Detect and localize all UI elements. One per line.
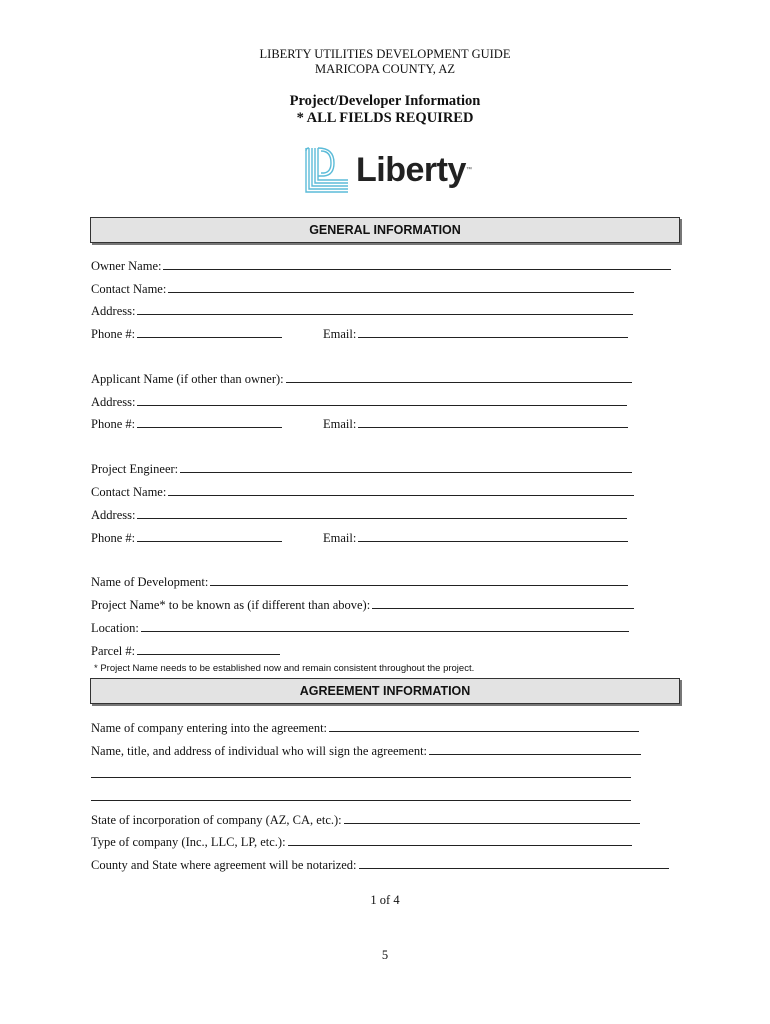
phone-field[interactable] — [137, 326, 282, 338]
county-state-field[interactable] — [359, 857, 669, 869]
project-name-field[interactable] — [372, 597, 634, 609]
signer-field[interactable] — [429, 743, 641, 755]
liberty-wordmark: Liberty — [356, 151, 466, 189]
signer-extra-line-2 — [91, 789, 631, 805]
contact-name-label: Contact Name: — [91, 282, 167, 296]
section-agreement-information: AGREEMENT INFORMATION — [90, 678, 680, 704]
project-name-row — [91, 597, 634, 613]
type-company-label: Type of company (Inc., LLC, LP, etc.): — [91, 835, 286, 849]
type-company-field[interactable] — [288, 834, 632, 846]
parcel-field[interactable] — [137, 643, 280, 655]
development-name-label: Name of Development: — [91, 575, 209, 589]
company-agreement-field[interactable] — [329, 720, 639, 732]
state-incorporation-row — [91, 812, 640, 828]
signer-extra-field-1[interactable] — [91, 766, 631, 778]
applicant-name-field[interactable] — [286, 371, 632, 383]
engineer-email-label: Email: — [323, 531, 357, 545]
engineer-phone-label: Phone #: — [91, 531, 136, 545]
project-engineer-row — [91, 461, 632, 477]
engineer-contact-label: Contact Name: — [91, 485, 167, 499]
address-row — [91, 303, 633, 319]
location-label: Location: — [91, 621, 139, 635]
owner-name-label: Owner Name: — [91, 259, 162, 273]
engineer-address-row — [91, 507, 627, 523]
applicant-email-label: Email: — [323, 417, 357, 431]
company-agreement-row — [91, 720, 639, 736]
liberty-logo — [304, 143, 474, 199]
county-state-row — [91, 857, 669, 873]
form-subtitle: * ALL FIELDS REQUIRED — [296, 110, 474, 126]
signer-extra-field-2[interactable] — [91, 789, 631, 801]
signer-label: Name, title, and address of individual who will sign the agreement: — [91, 744, 428, 758]
company-agreement-label: Name of company entering into the agreement: — [91, 721, 328, 735]
signer-row — [91, 743, 641, 759]
engineer-email-row — [323, 530, 628, 546]
type-company-row — [91, 834, 632, 850]
engineer-phone-field[interactable] — [137, 530, 282, 542]
development-name-row — [91, 574, 628, 590]
page-indicator: 1 of 4 — [370, 893, 400, 907]
state-incorporation-label: State of incorporation of company (AZ, CA, etc.): — [91, 813, 342, 827]
page-number: 5 — [381, 948, 389, 962]
applicant-address-field[interactable] — [137, 394, 627, 406]
engineer-phone-row — [91, 530, 282, 546]
address-label: Address: — [91, 304, 136, 318]
project-engineer-field[interactable] — [180, 461, 632, 473]
location-field[interactable] — [141, 620, 629, 632]
parcel-row — [91, 643, 280, 659]
doc-header-line2: MARICOPA COUNTY, AZ — [315, 62, 455, 76]
email-row — [323, 326, 628, 342]
owner-name-row — [91, 258, 671, 274]
parcel-label: Parcel #: — [91, 644, 136, 658]
applicant-phone-label: Phone #: — [91, 417, 136, 431]
engineer-address-label: Address: — [91, 508, 136, 522]
contact-name-field[interactable] — [168, 281, 634, 293]
liberty-logo-mark-icon — [304, 145, 352, 197]
county-state-label: County and State where agreement will be notarized: — [91, 858, 357, 872]
signer-extra-line-1 — [91, 766, 631, 782]
applicant-address-row — [91, 394, 627, 410]
owner-name-field[interactable] — [163, 258, 671, 270]
applicant-name-row — [91, 371, 632, 387]
trademark-symbol: ™ — [466, 167, 472, 173]
location-row — [91, 620, 629, 636]
project-name-footnote: * Project Name needs to be established now and remain consistent throughout the project. — [94, 663, 475, 674]
email-field[interactable] — [358, 326, 628, 338]
doc-header-line1: LIBERTY UTILITIES DEVELOPMENT GUIDE — [259, 47, 511, 61]
engineer-email-field[interactable] — [358, 530, 628, 542]
engineer-address-field[interactable] — [137, 507, 627, 519]
section-general-information: GENERAL INFORMATION — [90, 217, 680, 243]
phone-label: Phone #: — [91, 327, 136, 341]
email-label: Email: — [323, 327, 357, 341]
project-engineer-label: Project Engineer: — [91, 462, 179, 476]
applicant-phone-row — [91, 416, 282, 432]
applicant-phone-field[interactable] — [137, 416, 282, 428]
applicant-email-field[interactable] — [358, 416, 628, 428]
phone-row — [91, 326, 282, 342]
project-name-label: Project Name* to be known as (if different than above): — [91, 598, 371, 612]
development-name-field[interactable] — [210, 574, 628, 586]
applicant-address-label: Address: — [91, 395, 136, 409]
applicant-name-label: Applicant Name (if other than owner): — [91, 372, 284, 386]
contact-name-row — [91, 281, 634, 297]
engineer-contact-row — [91, 484, 634, 500]
engineer-contact-field[interactable] — [168, 484, 634, 496]
state-incorporation-field[interactable] — [344, 812, 640, 824]
address-field[interactable] — [137, 303, 633, 315]
form-title: Project/Developer Information — [289, 93, 481, 109]
applicant-email-row — [323, 416, 628, 432]
